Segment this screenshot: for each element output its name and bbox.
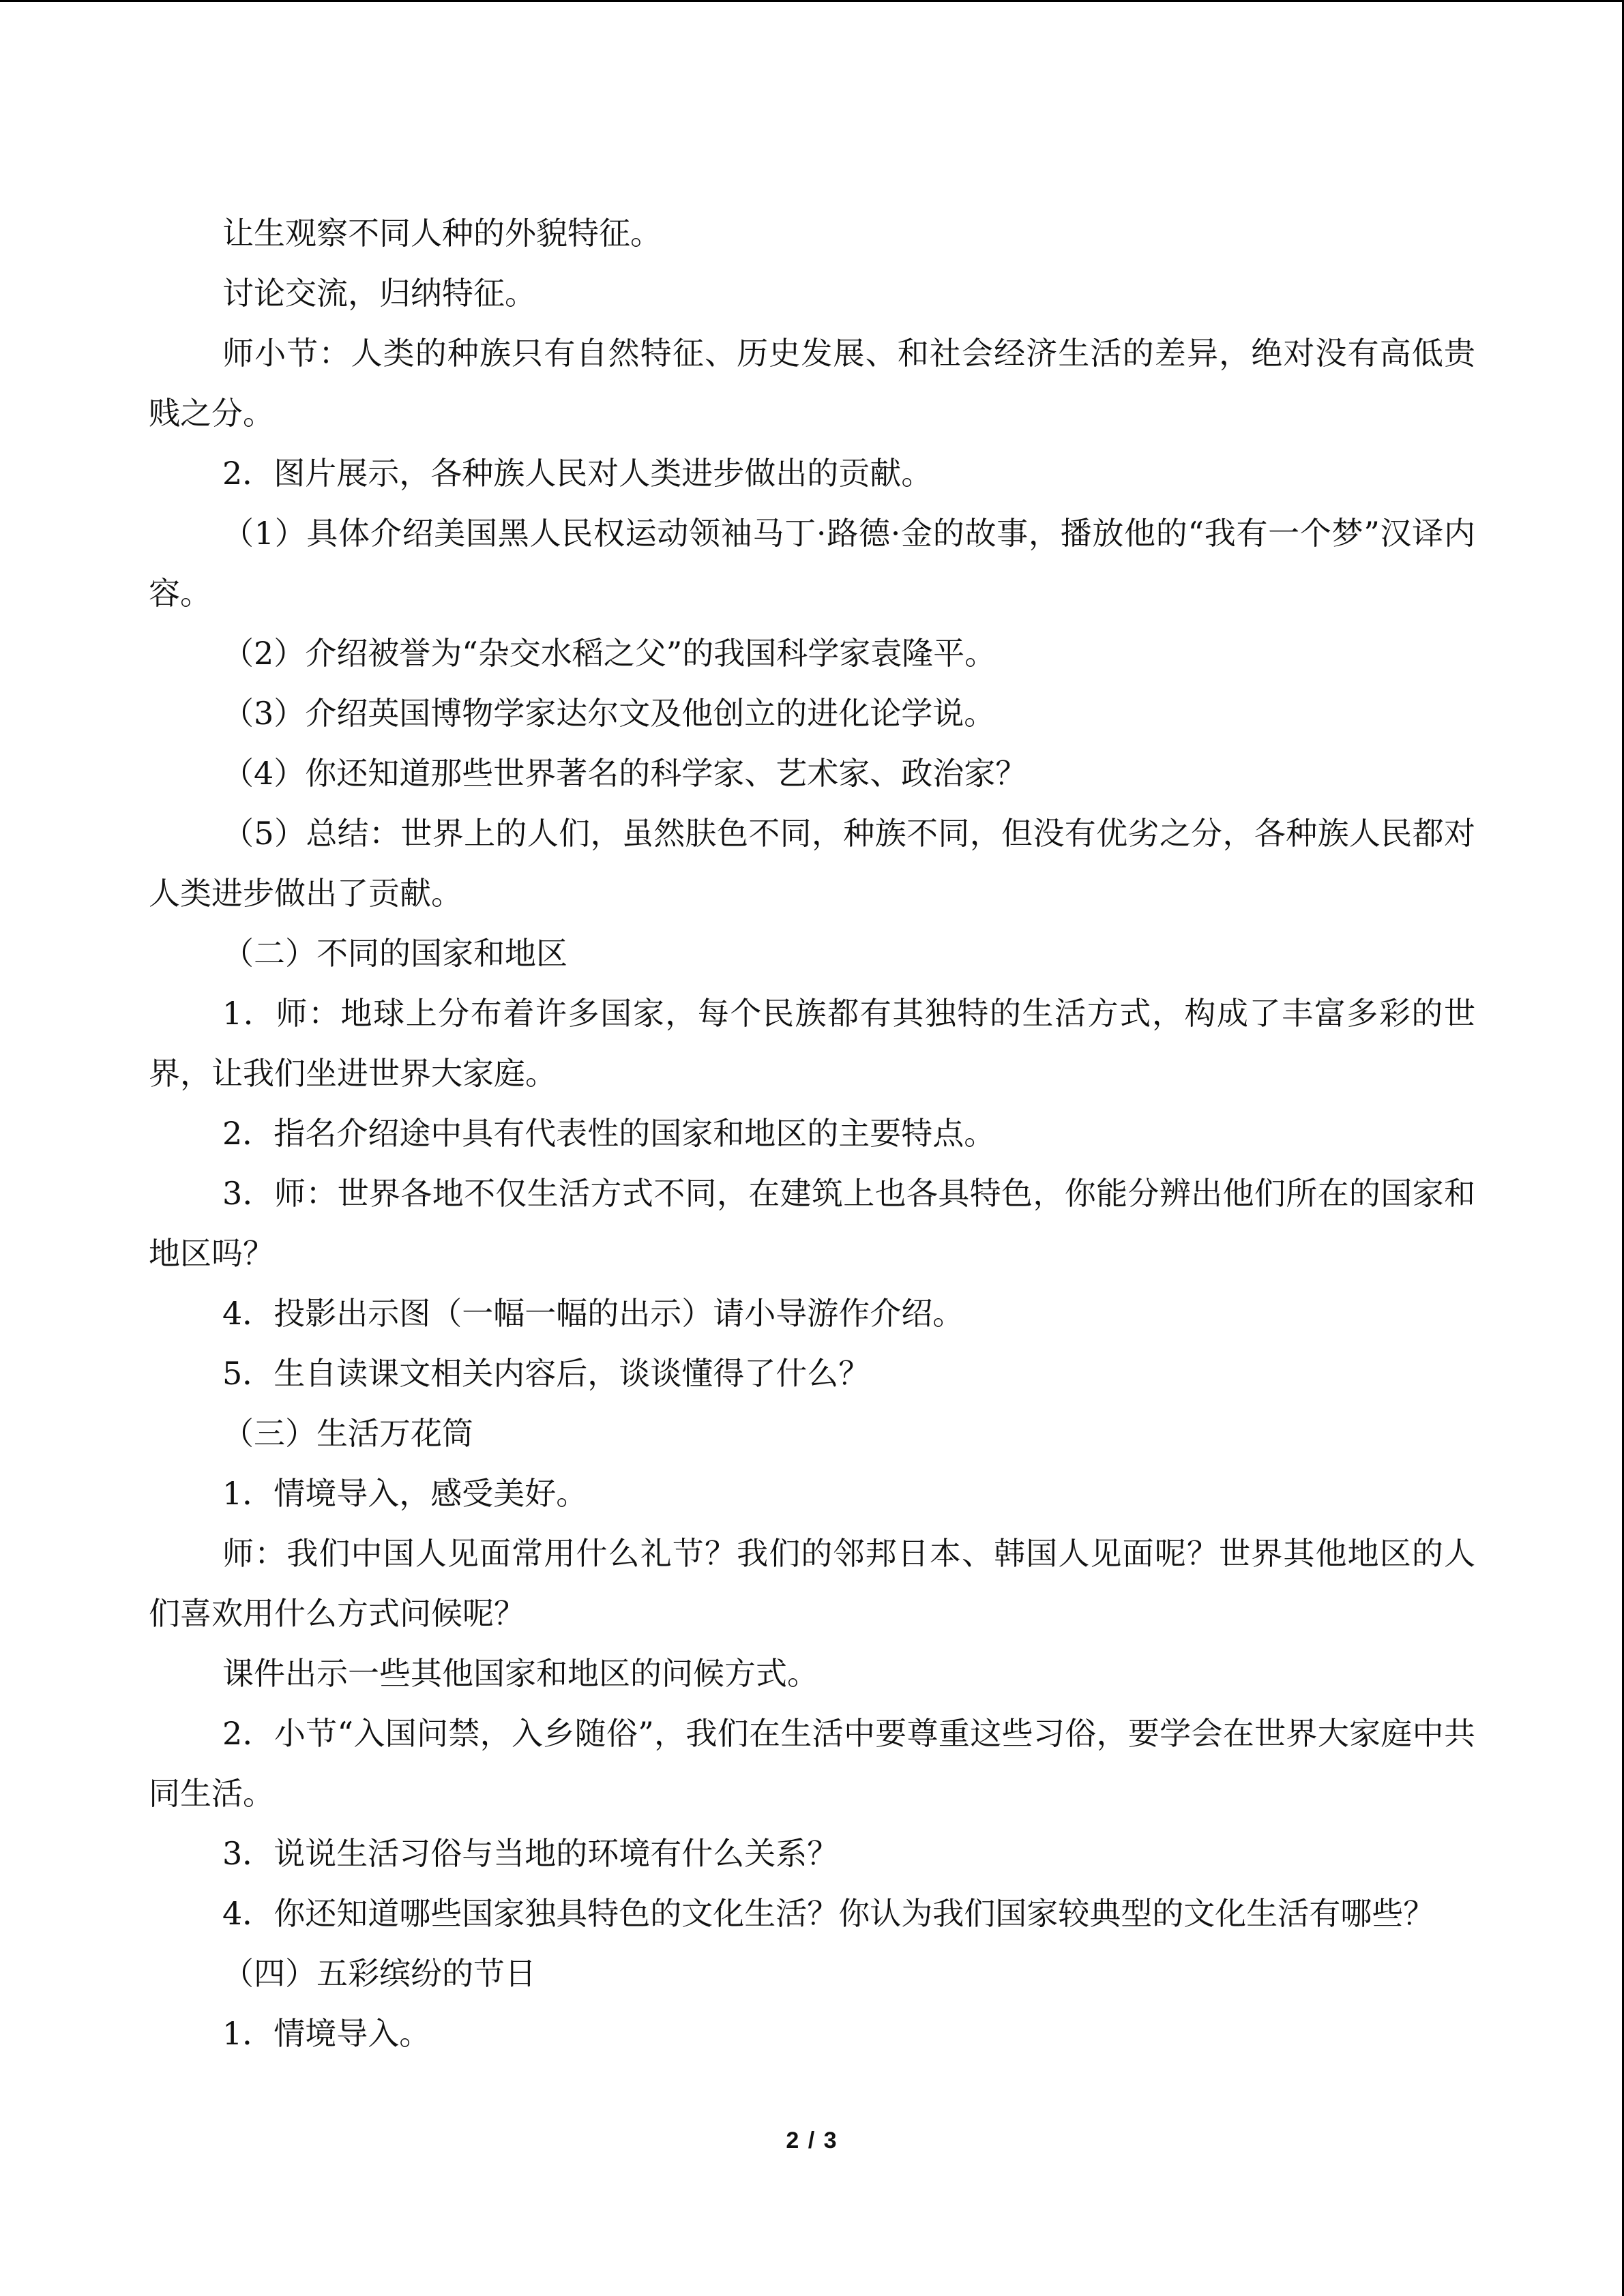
paragraph: 师：我们中国人见面常用什么礼节？我们的邻邦日本、韩国人见面呢？世界其他地区的人们喜欢用什么方式问候呢？ bbox=[149, 1535, 1475, 1632]
paragraph: 4．投影出示图（一幅一幅的出示）请小导游作介绍。 bbox=[222, 1295, 964, 1332]
paragraph: 4．你还知道哪些国家独具特色的文化生活？你认为我们国家较典型的文化生活有哪些？ bbox=[222, 1895, 1435, 1932]
paragraph: 让生观察不同人种的外貌特征。 bbox=[222, 215, 662, 252]
section-heading: （四）五彩缤纷的节日 bbox=[222, 1955, 536, 1992]
paragraph: 1．情境导入。 bbox=[222, 2015, 431, 2052]
paragraph: （2）介绍被誉为“杂交水稻之父”的我国科学家袁隆平。 bbox=[222, 635, 996, 672]
paragraph: 2．指名介绍途中具有代表性的国家和地区的主要特点。 bbox=[222, 1115, 996, 1152]
paragraph: 2．小节“入国问禁，入乡随俗”，我们在生活中要尊重这些习俗，要学会在世界大家庭中共同生活。 bbox=[149, 1715, 1475, 1812]
paragraph: 5．生自读课文相关内容后，谈谈懂得了什么？ bbox=[222, 1355, 870, 1392]
paragraph: （4）你还知道那些世界著名的科学家、艺术家、政治家？ bbox=[222, 755, 1027, 792]
paragraph: 2．图片展示，各种族人民对人类进步做出的贡献。 bbox=[222, 455, 933, 492]
paragraph: 1．师：地球上分布着许多国家，每个民族都有其独特的生活方式，构成了丰富多彩的世界，让我们坐进世界大家庭。 bbox=[149, 995, 1475, 1092]
section-heading: （三）生活万花筒 bbox=[222, 1415, 473, 1452]
paragraph: 课件出示一些其他国家和地区的问候方式。 bbox=[222, 1655, 818, 1692]
paragraph: 3．师：世界各地不仅生活方式不同，在建筑上也各具特色，你能分辨出他们所在的国家和地区吗？ bbox=[149, 1175, 1475, 1272]
paragraph: 1．情境导入，感受美好。 bbox=[222, 1475, 588, 1512]
page-number: 2 / 3 bbox=[786, 2128, 838, 2153]
paragraph: （3）介绍英国博物学家达尔文及他创立的进化论学说。 bbox=[222, 695, 996, 732]
paragraph: （1）具体介绍美国黑人民权运动领袖马丁·路德·金的故事，播放他的“我有一个梦”汉译内容。 bbox=[149, 515, 1475, 612]
section-heading: （二）不同的国家和地区 bbox=[222, 935, 567, 972]
paragraph: （5）总结：世界上的人们，虽然肤色不同，种族不同，但没有优劣之分，各种族人民都对人类进步做出了贡献。 bbox=[149, 815, 1475, 912]
paragraph: 3．说说生活习俗与当地的环境有什么关系？ bbox=[222, 1835, 839, 1872]
document-body bbox=[149, 203, 1475, 2063]
paragraph: 师小节：人类的种族只有自然特征、历史发展、和社会经济生活的差异，绝对没有高低贵贱之分。 bbox=[149, 335, 1475, 432]
paragraph: 讨论交流，归纳特征。 bbox=[222, 275, 536, 312]
top-border-line bbox=[0, 0, 1624, 2]
